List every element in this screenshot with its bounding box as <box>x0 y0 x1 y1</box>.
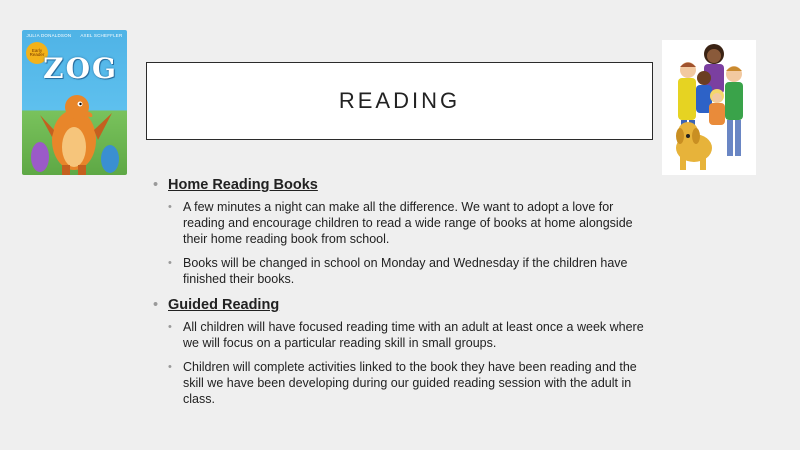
section-heading: • Guided Reading <box>150 297 650 313</box>
zog-book-cover-image <box>22 30 127 175</box>
book-authors <box>22 33 127 38</box>
children-illustration <box>662 40 756 175</box>
book-author-right: AXEL SCHEFFLER <box>80 33 123 38</box>
section-guided-reading <box>150 297 650 407</box>
list-item: • Children will complete activities linked to the book they have been reading and the skill we have been developing during our guided reading session with the adult in class. <box>150 359 650 407</box>
list-item: • All children will have focused reading time with an adult at least once a week where we will focus on a particular reading skill in small groups. <box>150 319 650 351</box>
early-reader-badge: Early Reader <box>26 42 48 64</box>
slide-title-box <box>146 62 653 140</box>
slide-title: READING <box>338 88 461 113</box>
slide-content <box>150 177 650 415</box>
section-home-reading <box>150 177 650 287</box>
book-title: ZOG <box>43 52 118 85</box>
section-heading: • Home Reading Books <box>150 177 650 193</box>
list-item: • Books will be changed in school on Monday and Wednesday if the children have finished their books. <box>150 255 650 287</box>
list-item: • A few minutes a night can make all the difference. We want to adopt a love for reading and encourage children to read a wide range of books at home alongside their home reading book from school. <box>150 199 650 247</box>
children-with-dog-image <box>662 40 756 175</box>
dragon-illustration <box>22 85 127 175</box>
book-author-left: JULIA DONALDSON <box>26 33 72 38</box>
